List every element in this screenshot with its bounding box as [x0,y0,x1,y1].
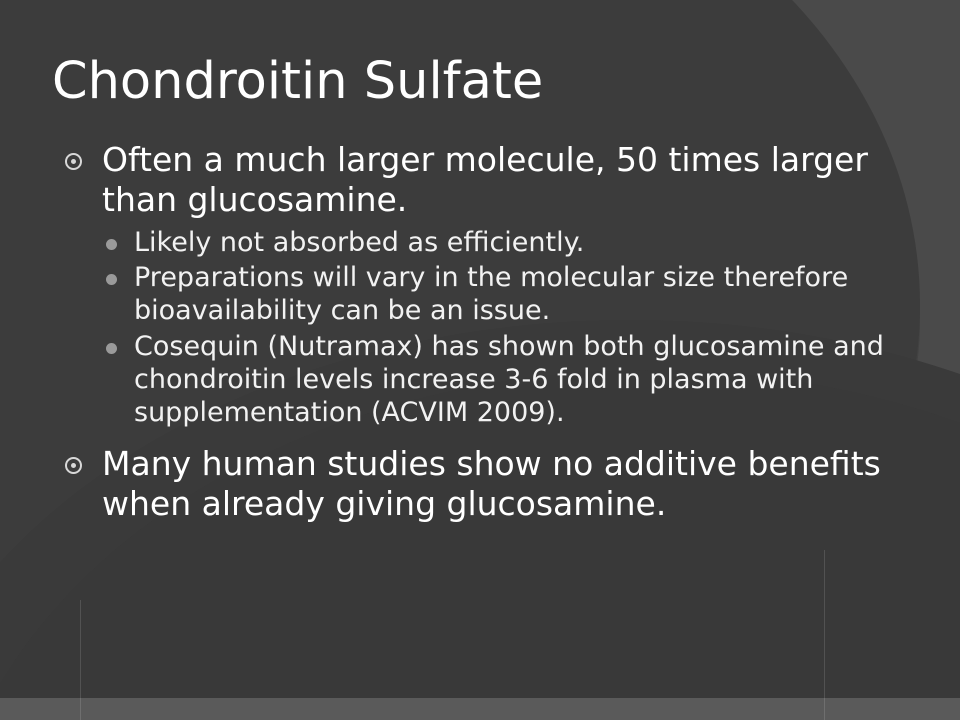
dot-bullet-icon [106,343,117,354]
slide-body [56,140,916,527]
bullet-item-level2 [90,331,916,430]
bullet-item-level2 [90,262,916,328]
bullet-item-level1 [56,444,916,525]
background-bottom-strip [0,698,960,720]
background-divider-line-1 [80,600,81,720]
bullet-text: Likely not absorbed as efficiently. [134,226,585,258]
bullet-list-level1 [56,140,916,525]
target-bullet-icon [65,457,82,474]
bullet-text: Preparations will vary in the molecular size therefore bioavailability can be an issue. [134,262,849,327]
slide-title: Chondroitin Sulfate [52,52,544,111]
bullet-text: Often a much larger molecule, 50 times larger than glucosamine. [102,140,868,220]
bullet-list-level2 [90,227,916,431]
target-bullet-icon [65,153,82,170]
bullet-item-level1 [56,140,916,221]
dot-bullet-icon [106,239,117,250]
bullet-text: Many human studies show no additive benefits when already giving glucosamine. [102,444,881,524]
bullet-item-level2 [90,227,916,260]
bullet-text: Cosequin (Nutramax) has shown both glucosamine and chondroitin levels increase 3-6 fold in plasma with supplementation (ACVIM 2009). [134,331,884,429]
background-divider-line-2 [824,550,825,720]
dot-bullet-icon [106,274,117,285]
